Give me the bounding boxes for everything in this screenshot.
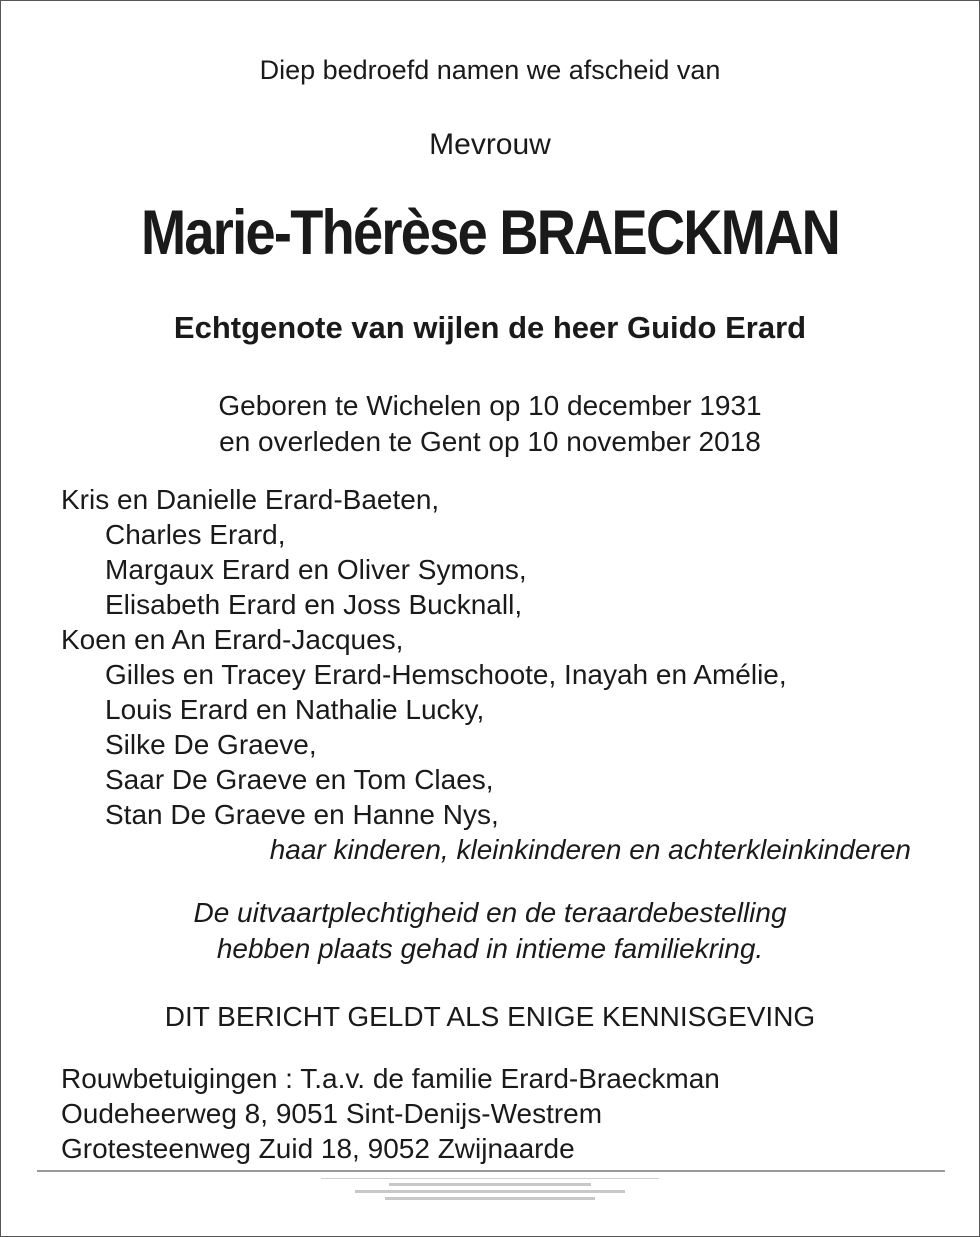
spouse-line: Echtgenote van wijlen de heer Guido Erard	[173, 310, 807, 345]
honorific-title: Mevrouw	[429, 128, 551, 161]
printer-imprint-lines	[321, 1178, 659, 1200]
family-member: Elisabeth Erard en Joss Bucknall,	[105, 589, 523, 620]
life-dates	[1, 388, 979, 460]
family-member: Silke De Graeve,	[105, 729, 317, 760]
intro-text: Diep bedroefd namen we afscheid van	[259, 55, 721, 85]
family-member: Kris en Danielle Erard-Baeten,	[61, 484, 440, 515]
ceremony-line: De uitvaartplechtigheid en de teraardebestelling	[193, 897, 787, 928]
family-member: Gilles en Tracey Erard-Hemschoote, Inayah en Amélie,	[105, 659, 787, 690]
deceased-name: Marie-Thérèse BRAECKMAN	[140, 198, 840, 268]
family-member: Margaux Erard en Oliver Symons,	[105, 554, 527, 585]
address-line: Oudeheerweg 8, 9051 Sint-Denijs-Westrem	[61, 1098, 603, 1129]
birth-line: Geboren te Wichelen op 10 december 1931	[218, 390, 762, 421]
ceremony-text	[1, 895, 979, 967]
family-member: Stan De Graeve en Hanne Nys,	[105, 799, 499, 830]
address-line: Rouwbetuigingen : T.a.v. de familie Erard-Braeckman	[61, 1063, 720, 1094]
death-line: en overleden te Gent op 10 november 2018	[219, 426, 761, 457]
family-relation: haar kinderen, kleinkinderen en achterkleinkinderen	[269, 834, 911, 865]
family-member: Koen en An Erard-Jacques,	[61, 624, 404, 655]
family-list	[61, 482, 941, 867]
notice-line: DIT BERICHT GELDT ALS ENIGE KENNISGEVING	[164, 1001, 816, 1032]
family-member: Charles Erard,	[105, 519, 286, 550]
family-member: Louis Erard en Nathalie Lucky,	[105, 694, 485, 725]
family-member: Saar De Graeve en Tom Claes,	[105, 764, 494, 795]
ceremony-line: hebben plaats gehad in intieme familiekring.	[216, 933, 764, 964]
divider	[37, 1170, 945, 1172]
address-line: Grotesteenweg Zuid 18, 9052 Zwijnaarde	[61, 1133, 575, 1164]
condolence-address	[61, 1061, 941, 1166]
